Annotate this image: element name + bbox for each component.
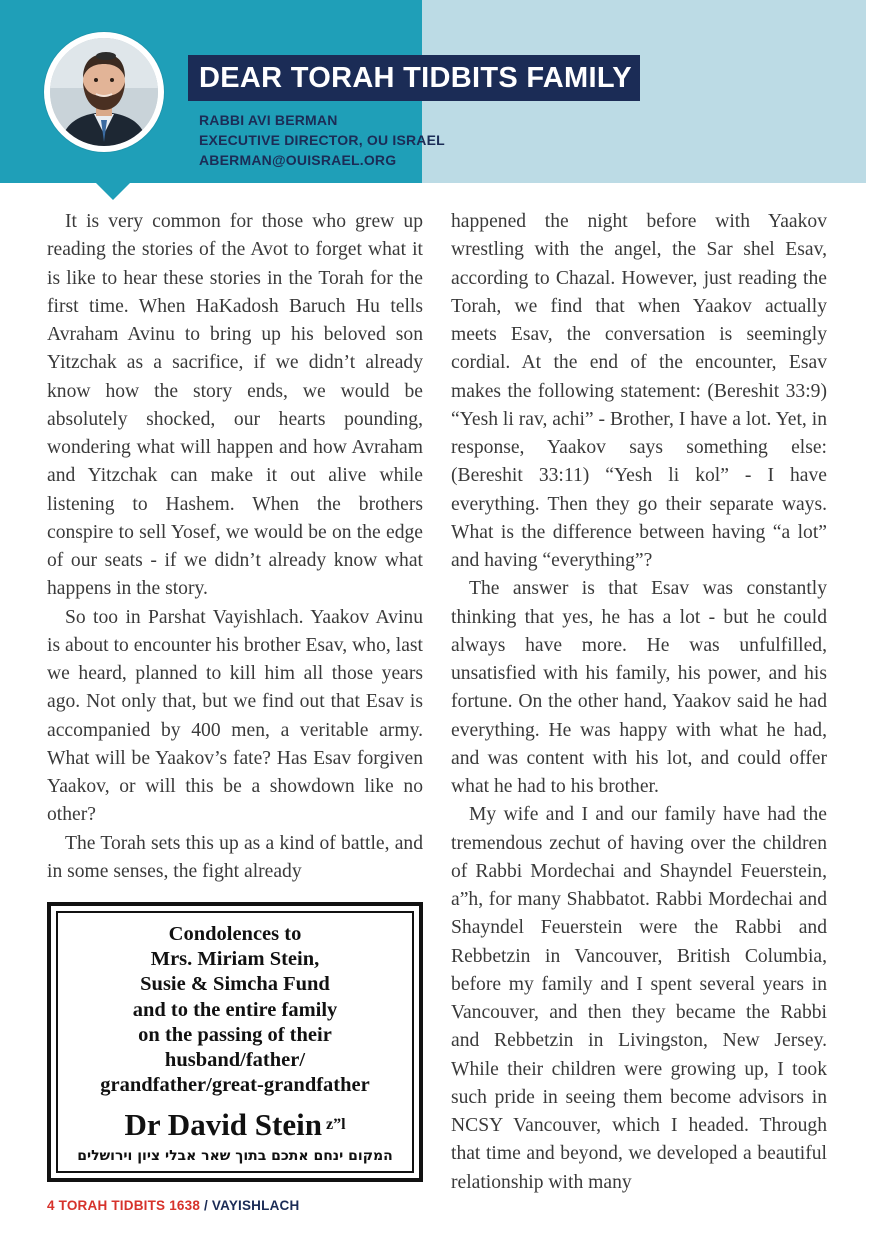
author-photo	[44, 32, 164, 152]
deceased-name-line	[58, 1106, 412, 1144]
section-title-box	[188, 55, 640, 101]
section-title: DEAR TORAH TIDBITS FAMILY	[199, 61, 632, 94]
condolence-line: on the passing of their	[138, 1023, 332, 1046]
page-footer	[47, 1198, 299, 1213]
footer-separator: /	[204, 1198, 208, 1213]
condolence-line: Condolences to	[168, 923, 302, 945]
page-number-label: 4 TORAH TIDBITS 1638	[47, 1198, 201, 1213]
condolence-notice	[47, 902, 423, 1182]
condolence-line: Susie & Simcha Fund	[140, 973, 330, 996]
author-byline	[199, 110, 445, 170]
article-paragraph: So too in Parshat Vayishlach. Yaakov Avinu is about to encounter his brother Esav, who, last we heard, planned to kill him all those years ago. Not only that, but we find out that Esav is accompanied by 400 men, a veritable army. What will be Yaakov’s fate? Has Esav forgiven Yaakov, or will this be a showdown like no other?	[47, 606, 423, 826]
author-name: RABBI AVI BERMAN	[199, 112, 338, 128]
deceased-name: Dr David Stein	[124, 1107, 322, 1143]
condolence-inner-frame	[56, 911, 414, 1173]
article-paragraph: It is very common for those who grew up reading the stories of the Avot to forget what it is like to hear these stories in the Torah for the first time. When HaKadosh Baruch Hu tells Avraham Avinu to bring up his beloved son Yitzchak as a sacrifice, if we didn’t already know how the story ends, we would be absolutely shocked, our hearts pounding, wondering what will happen and how Avraham and Yitzchak can make it out alive while listening to Hashem. When the brothers conspire to sell Yosef, we would be on the edge of our seats - if we didn’t already know what happens in the story.	[47, 211, 423, 600]
author-portrait	[50, 38, 158, 146]
condolence-line: Mrs. Miriam Stein,	[150, 948, 320, 971]
condolence-line: grandfather/great-grandfather	[100, 1074, 370, 1097]
condolence-line: husband/father/	[164, 1049, 306, 1072]
parsha-name: VAYISHLACH	[211, 1198, 300, 1213]
header-pointer	[95, 182, 131, 200]
hebrew-blessing: המקום ינחם אתכם בתוך שאר אבלי ציון וירושלים	[77, 1148, 393, 1165]
article-paragraph: My wife and I and our family have had the tremendous zechut of having over the children of Rabbi Mordechai and Shayndel Feuerstein, a”h, for many Shabbatot. Rabbi Mordechai and Shayndel Feuerstein were the Rabbi and Rebbetzin in Vancouver, British Columbia, before my family and I spent several years in Vancouver, and then they became the Rabbi and Rebbetzin in Livingston, New Jersey. While their children were growing up, I took such pride in seeing them become advisors in NCSY Vancouver, which I headed. Through that time and beyond, we developed a beautiful relationship with many	[451, 804, 827, 1193]
article-paragraph: happened the night before with Yaakov wrestling with the angel, the Sar shel Esav, according to Chazal. However, just reading the Torah, we find that when Yaakov actually meets Esav, the conversation is seemingly cordial. At the end of the encounter, Esav makes the following statement: (Bereshit 33:9) “Yesh li rav, achi” - Brother, I have a lot. Yet, in response, Yaakov says something else: (Bereshit 33:11) “Yesh li kol” - I have everything. Then they go their separate ways. What is the difference between having “a lot” and having “everything”?	[451, 211, 827, 571]
article-column-left	[47, 208, 423, 886]
article-paragraph: The answer is that Esav was constantly thinking that yes, he has a lot - but he could always have more. He was unfulfilled, unsatisfied with his family, his power, and his fortune. On the other hand, Yaakov said he had everything. He was happy with what he had, and was content with his lot, and could offer what he had to his brother.	[451, 578, 827, 797]
article-column-right	[451, 208, 827, 1197]
author-role: EXECUTIVE DIRECTOR, OU ISRAEL	[199, 132, 445, 148]
article-paragraph: The Torah sets this up as a kind of battle, and in some senses, the fight already	[47, 832, 423, 882]
author-email[interactable]: ABERMAN@OUISRAEL.ORG	[199, 152, 397, 168]
condolence-line: and to the entire family	[132, 998, 338, 1021]
honorific: z”l	[325, 1116, 346, 1134]
